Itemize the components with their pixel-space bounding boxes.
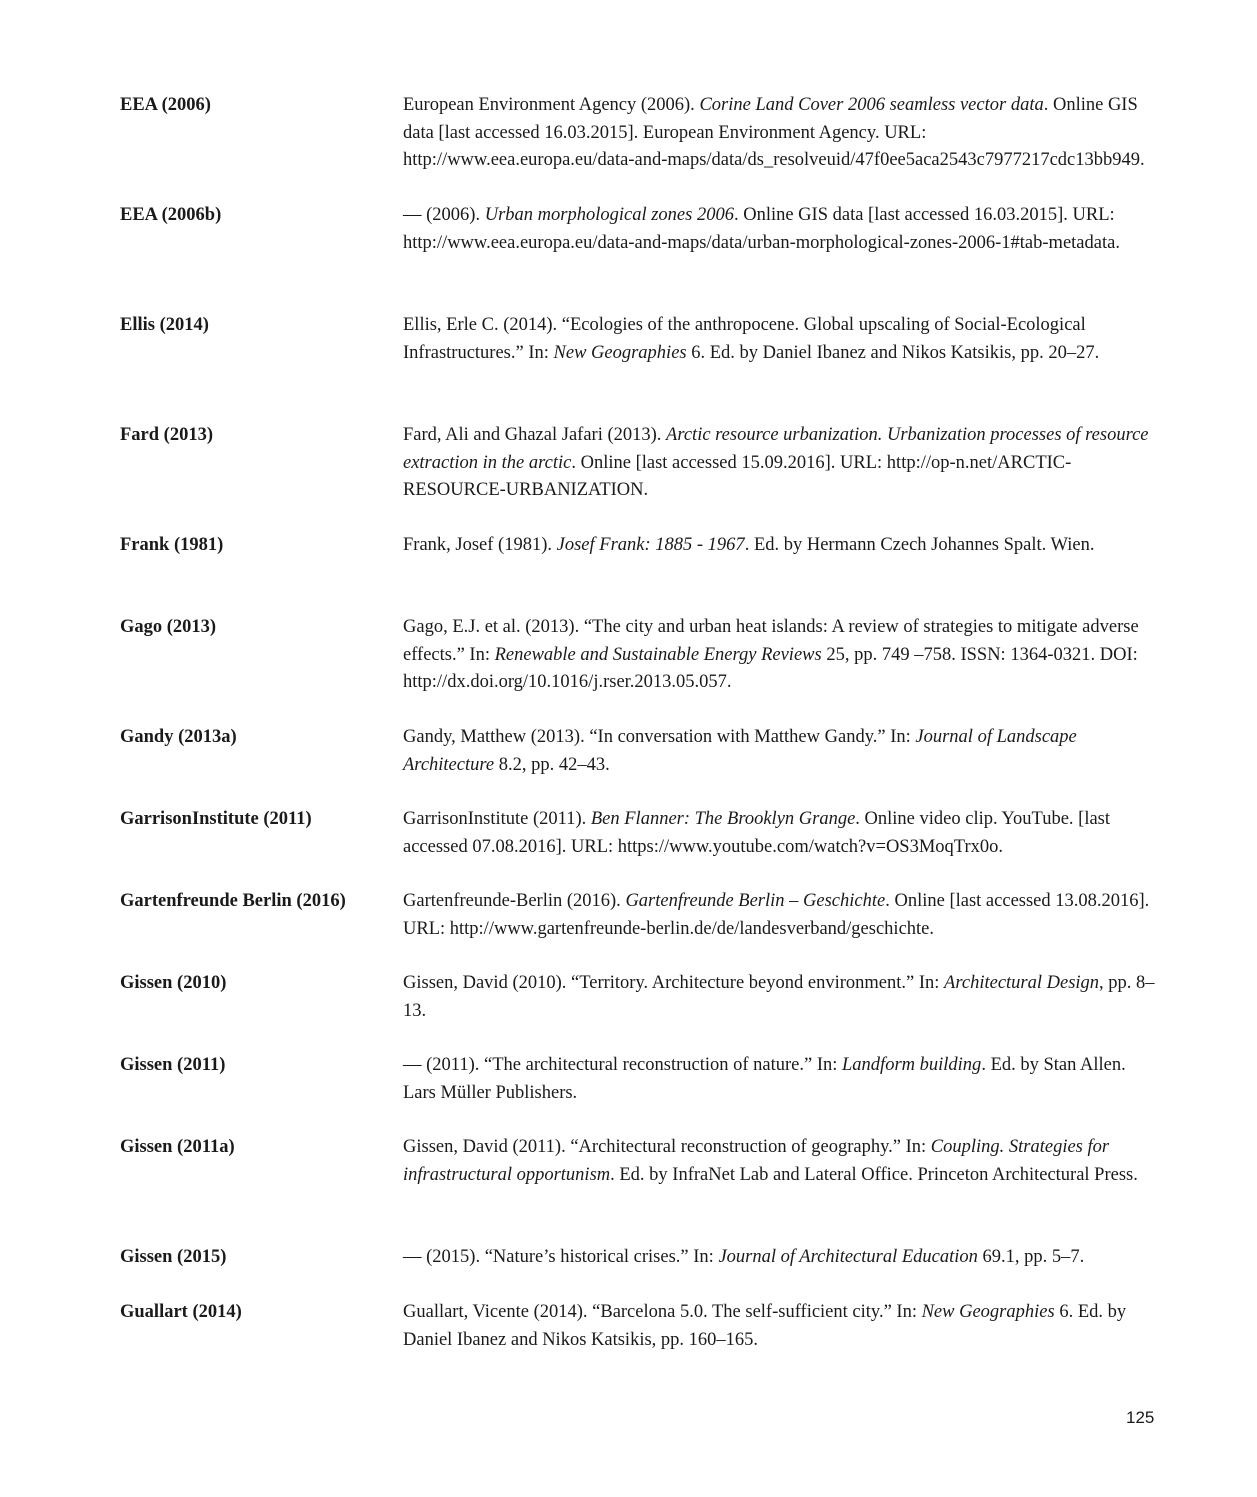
reference-fragment: 6. Ed. by Daniel Ibanez and Nikos Katsikis, pp. 160–165. [403,1302,1127,1350]
reference-fragment: Ellis, Erle C. (2014). “Ecologies of the anthropocene. Global upscaling of Social-Ecological Infrastructures.” In: [403,315,1086,363]
reference-text [403,970,1160,1025]
reference-fragment: . Online [last accessed 13.08.2016]. URL: http://www.gartenfreunde-berlin.de/de/landesverband/geschichte. [403,891,1150,939]
reference-fragment: . Ed. by Stan Allen. Lars Müller Publishers. [403,1055,1126,1103]
reference-text [403,724,1160,779]
reference-title: Architectural Design [944,973,1100,993]
reference-text [403,806,1160,861]
reference-fragment: Fard, Ali and Ghazal Jafari (2013). [403,425,667,445]
reference-fragment: Gissen, David (2010). “Territory. Architecture beyond environment.” In: [403,973,945,993]
bib-entry [120,724,1160,779]
reference-text [403,1052,1160,1107]
citation-key: EEA (2006) [120,95,211,115]
bib-entry [120,1299,1160,1354]
reference-title: Gartenfreunde Berlin – Geschichte [625,891,886,911]
bib-entry [120,1052,1160,1107]
reference-title: New Geographies [921,1302,1055,1322]
reference-fragment: Frank, Josef (1981). [403,535,557,555]
citation-key: Gartenfreunde Berlin (2016) [120,891,346,911]
citation-key: Gandy (2013a) [120,727,237,747]
reference-title: Coupling. Strategies for infrastructural opportunism [403,1137,1110,1185]
reference-fragment: Guallart, Vicente (2014). “Barcelona 5.0. The self-sufficient city.” In: [403,1302,922,1322]
citation-key: Gago (2013) [120,617,217,637]
reference-text [403,1244,1160,1272]
bib-entry [120,532,1160,560]
page-number: 125 [1126,1408,1155,1427]
reference-fragment: . Online [last accessed 15.09.2016]. URL: http://op-n.net/ARCTIC-RESOURCE-URBANIZATION. [403,452,1072,500]
reference-fragment: . Online GIS data [last accessed 16.03.2015]. URL: http://www.eea.europa.eu/data-and-maps/data/urban-morphological-zones-2006-1#tab-metadata. [403,205,1120,253]
bib-entry [120,312,1160,367]
reference-text [403,1299,1160,1354]
reference-fragment: Gago, E.J. et al. (2013). “The city and urban heat islands: A review of strategies to mitigate adverse effects.” In: [403,617,1139,665]
bib-entry [120,202,1160,257]
reference-text [403,312,1160,367]
reference-text [403,614,1160,697]
reference-fragment: 69.1, pp. 5–7. [977,1247,1085,1267]
reference-title: Renewable and Sustainable Energy Reviews [494,644,822,665]
citation-key: Guallart (2014) [120,1302,242,1322]
citation-key: Ellis (2014) [120,315,209,335]
bib-entry [120,888,1160,943]
reference-fragment: European Environment Agency (2006). [403,95,700,115]
reference-title: Arctic resource urbanization. Urbanization processes of resource extraction in the arctic [403,425,1149,473]
reference-fragment: GarrisonInstitute (2011). [403,809,591,829]
reference-text [403,92,1160,175]
bib-entry [120,422,1160,505]
reference-fragment: — (2011). “The architectural reconstruction of nature.” In: [403,1055,843,1075]
bib-entry [120,806,1160,861]
citation-key: Gissen (2015) [120,1247,227,1267]
citation-key: Fard (2013) [120,425,213,445]
reference-fragment: — (2015). “Nature’s historical crises.” In: [403,1247,719,1267]
reference-fragment: Gartenfreunde-Berlin (2016). [403,891,626,911]
citation-key: Gissen (2011) [120,1055,226,1075]
reference-text [403,888,1160,943]
reference-title: Journal of Landscape Architecture [403,727,1077,775]
reference-fragment: . Ed. by Hermann Czech Johannes Spalt. Wien. [744,535,1095,555]
reference-text [403,532,1160,560]
reference-title: Ben Flanner: The Brooklyn Grange [590,809,856,829]
reference-text [403,1134,1160,1189]
reference-title: Landform building [842,1055,982,1075]
reference-title: Corine Land Cover 2006 seamless vector data [699,95,1044,115]
citation-key: Gissen (2011a) [120,1137,235,1157]
reference-fragment: 8.2, pp. 42–43. [494,754,610,775]
bib-entry [120,970,1160,1025]
reference-text [403,422,1160,505]
reference-title: Journal of Architectural Education [718,1247,978,1267]
citation-key: EEA (2006b) [120,205,222,225]
citation-key: GarrisonInstitute (2011) [120,809,312,829]
reference-fragment: 25, pp. 749 –758. ISSN: 1364-0321. DOI: http://dx.doi.org/10.1016/j.rser.2013.05.057. [403,644,1138,692]
citation-key: Frank (1981) [120,535,224,555]
reference-fragment: . Ed. by InfraNet Lab and Lateral Office. Princeton Architectural Press. [610,1164,1138,1185]
reference-fragment: , pp. 8–13. [403,973,1155,1021]
reference-fragment: . Online video clip. YouTube. [last accessed 07.08.2016]. URL: https://www.youtube.com/watch?v=OS3MoqTrx0o. [403,809,1111,857]
bib-entry [120,1244,1160,1272]
reference-fragment: — (2006). [403,205,485,225]
bib-entry [120,92,1160,175]
reference-fragment: Gissen, David (2011). “Architectural reconstruction of geography.” In: [403,1137,931,1157]
citation-key: Gissen (2010) [120,973,227,993]
reference-title: Josef Frank: 1885 - 1967 [556,535,745,555]
bib-entry [120,1134,1160,1189]
reference-text [403,202,1160,257]
reference-title: New Geographies [553,342,687,363]
reference-title: Urban morphological zones 2006 [484,205,734,225]
reference-fragment: 6. Ed. by Daniel Ibanez and Nikos Katsikis, pp. 20–27. [686,342,1100,363]
reference-fragment: . Online GIS data [last accessed 16.03.2015]. European Environment Agency. URL: http://www.eea.europa.eu/data-and-maps/data/ds_resolveuid/47f0ee5aca2543c7977217cdc13bb949. [403,95,1145,170]
reference-fragment: Gandy, Matthew (2013). “In conversation with Matthew Gandy.” In: [403,727,916,747]
bib-entry [120,614,1160,697]
